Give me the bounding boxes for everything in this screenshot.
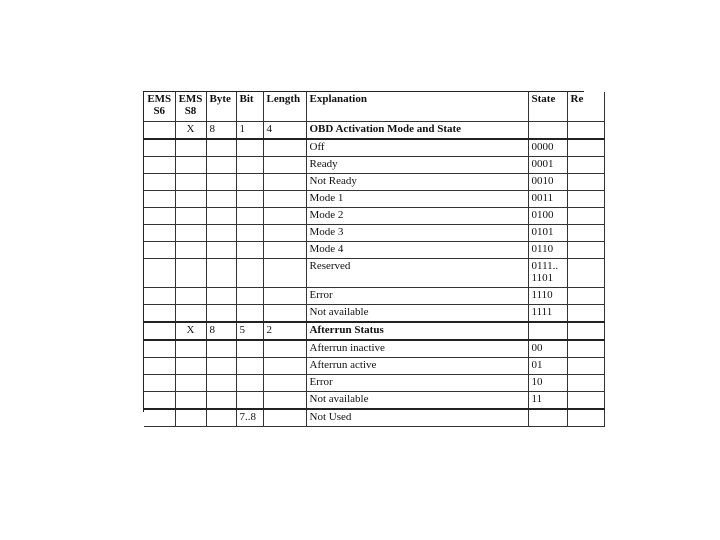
cell-ems-s6 [144, 409, 175, 427]
table-row [144, 259, 604, 288]
cell-bit [236, 375, 263, 392]
cell-re [567, 392, 604, 410]
table-row [144, 139, 604, 157]
table-row [144, 358, 604, 375]
cell-explanation: Not available [306, 392, 528, 410]
cell-re [567, 409, 604, 427]
cell-re [567, 375, 604, 392]
cell-bit [236, 242, 263, 259]
cell-ems-s6 [144, 139, 175, 157]
cell-re [567, 191, 604, 208]
cell-byte: 8 [206, 122, 236, 140]
cell-state [528, 122, 567, 140]
table-row [144, 225, 604, 242]
cell-bit: 7..8 [236, 409, 263, 427]
cell-ems-s8: X [175, 322, 206, 340]
table-row [144, 242, 604, 259]
cell-bit [236, 225, 263, 242]
header-ems-s6: EMS S6 [144, 92, 175, 122]
cell-byte [206, 242, 236, 259]
cell-bit [236, 191, 263, 208]
cell-explanation: Afterrun inactive [306, 340, 528, 358]
signal-definition-table [143, 91, 584, 423]
cell-explanation: Not Ready [306, 174, 528, 191]
cell-length [263, 259, 306, 288]
header-ems-s8: EMS S8 [175, 92, 206, 122]
cell-byte [206, 375, 236, 392]
cell-byte [206, 157, 236, 174]
cell-state: 0111.. 1101 [528, 259, 567, 288]
cell-re [567, 157, 604, 174]
cell-byte [206, 340, 236, 358]
cell-byte [206, 208, 236, 225]
cell-ems-s6 [144, 225, 175, 242]
cell-length: 4 [263, 122, 306, 140]
cell-re [567, 225, 604, 242]
cell-bit [236, 208, 263, 225]
cell-length [263, 392, 306, 410]
cell-length [263, 139, 306, 157]
table-row [144, 375, 604, 392]
cell-state [528, 409, 567, 427]
cell-re [567, 208, 604, 225]
cell-bit: 1 [236, 122, 263, 140]
cell-ems-s8 [175, 305, 206, 323]
header-byte: Byte [206, 92, 236, 122]
cell-explanation: Off [306, 139, 528, 157]
cell-ems-s8 [175, 242, 206, 259]
header-state: State [528, 92, 567, 122]
cell-bit [236, 259, 263, 288]
cell-bit [236, 358, 263, 375]
cell-ems-s6 [144, 191, 175, 208]
cell-byte [206, 174, 236, 191]
cell-bit [236, 157, 263, 174]
cell-bit [236, 174, 263, 191]
table-row [144, 191, 604, 208]
table-row [144, 305, 604, 323]
header-explanation: Explanation [306, 92, 528, 122]
cell-ems-s8 [175, 288, 206, 305]
cell-ems-s8 [175, 208, 206, 225]
cell-ems-s6 [144, 392, 175, 410]
cell-length [263, 225, 306, 242]
cell-ems-s8 [175, 375, 206, 392]
cell-re [567, 288, 604, 305]
cell-byte [206, 392, 236, 410]
cell-re [567, 139, 604, 157]
table-row [144, 208, 604, 225]
cell-bit [236, 288, 263, 305]
cell-state: 10 [528, 375, 567, 392]
cell-bit [236, 340, 263, 358]
cell-length: 2 [263, 322, 306, 340]
table-row [144, 392, 604, 410]
cell-bit [236, 305, 263, 323]
cell-byte [206, 191, 236, 208]
table-row [144, 322, 604, 340]
cell-state: 0001 [528, 157, 567, 174]
cell-state: 1110 [528, 288, 567, 305]
cell-ems-s6 [144, 322, 175, 340]
cell-explanation: Mode 4 [306, 242, 528, 259]
cell-explanation: Not Used [306, 409, 528, 427]
cell-state: 0010 [528, 174, 567, 191]
cell-state: 0100 [528, 208, 567, 225]
cell-explanation: OBD Activation Mode and State [306, 122, 528, 140]
cell-byte [206, 358, 236, 375]
cell-bit [236, 392, 263, 410]
cell-re [567, 322, 604, 340]
cell-explanation: Ready [306, 157, 528, 174]
header-bit: Bit [236, 92, 263, 122]
cell-ems-s8 [175, 191, 206, 208]
cell-state: 11 [528, 392, 567, 410]
cell-explanation: Afterrun active [306, 358, 528, 375]
table-row [144, 340, 604, 358]
cell-re [567, 242, 604, 259]
cell-state: 01 [528, 358, 567, 375]
cell-ems-s8 [175, 392, 206, 410]
cell-ems-s6 [144, 242, 175, 259]
cell-length [263, 242, 306, 259]
cell-re [567, 259, 604, 288]
cell-ems-s8 [175, 139, 206, 157]
header-length: Length [263, 92, 306, 122]
cell-ems-s6 [144, 375, 175, 392]
cell-ems-s8 [175, 225, 206, 242]
cell-explanation: Not available [306, 305, 528, 323]
table-body [144, 122, 604, 427]
cell-re [567, 174, 604, 191]
cell-explanation: Error [306, 375, 528, 392]
cell-ems-s8 [175, 340, 206, 358]
table-row [144, 288, 604, 305]
cell-ems-s6 [144, 259, 175, 288]
cell-explanation: Afterrun Status [306, 322, 528, 340]
cell-ems-s8 [175, 409, 206, 427]
cell-state: 0011 [528, 191, 567, 208]
cell-ems-s8 [175, 259, 206, 288]
cell-state: 0110 [528, 242, 567, 259]
cell-re [567, 305, 604, 323]
table-row [144, 409, 604, 427]
cell-length [263, 191, 306, 208]
cell-re [567, 358, 604, 375]
cell-state: 0000 [528, 139, 567, 157]
cell-explanation: Mode 2 [306, 208, 528, 225]
cell-state [528, 322, 567, 340]
cell-byte [206, 288, 236, 305]
cell-length [263, 157, 306, 174]
table-row [144, 174, 604, 191]
cell-byte [206, 409, 236, 427]
cell-explanation: Mode 3 [306, 225, 528, 242]
cell-ems-s6 [144, 157, 175, 174]
cell-length [263, 358, 306, 375]
cell-byte [206, 225, 236, 242]
cell-bit: 5 [236, 322, 263, 340]
cell-byte [206, 259, 236, 288]
cell-length [263, 288, 306, 305]
cell-length [263, 375, 306, 392]
header-row [144, 92, 604, 122]
cell-state: 1111 [528, 305, 567, 323]
cell-explanation: Error [306, 288, 528, 305]
cell-byte [206, 305, 236, 323]
cell-length [263, 305, 306, 323]
cell-re [567, 122, 604, 140]
cell-ems-s8 [175, 157, 206, 174]
cell-state: 00 [528, 340, 567, 358]
cell-state: 0101 [528, 225, 567, 242]
header-re: Re [567, 92, 604, 122]
cell-length [263, 208, 306, 225]
cell-ems-s6 [144, 305, 175, 323]
cell-ems-s6 [144, 208, 175, 225]
cell-ems-s6 [144, 288, 175, 305]
cell-byte [206, 139, 236, 157]
cell-length [263, 174, 306, 191]
cell-re [567, 340, 604, 358]
cell-length [263, 340, 306, 358]
cell-byte: 8 [206, 322, 236, 340]
cell-bit [236, 139, 263, 157]
table-row [144, 157, 604, 174]
table-row [144, 122, 604, 140]
cell-ems-s8 [175, 174, 206, 191]
cell-length [263, 409, 306, 427]
cell-ems-s8 [175, 358, 206, 375]
cell-explanation: Reserved [306, 259, 528, 288]
cell-explanation: Mode 1 [306, 191, 528, 208]
cell-ems-s6 [144, 122, 175, 140]
cell-ems-s6 [144, 340, 175, 358]
cell-ems-s6 [144, 174, 175, 191]
cell-ems-s8: X [175, 122, 206, 140]
cell-ems-s6 [144, 358, 175, 375]
